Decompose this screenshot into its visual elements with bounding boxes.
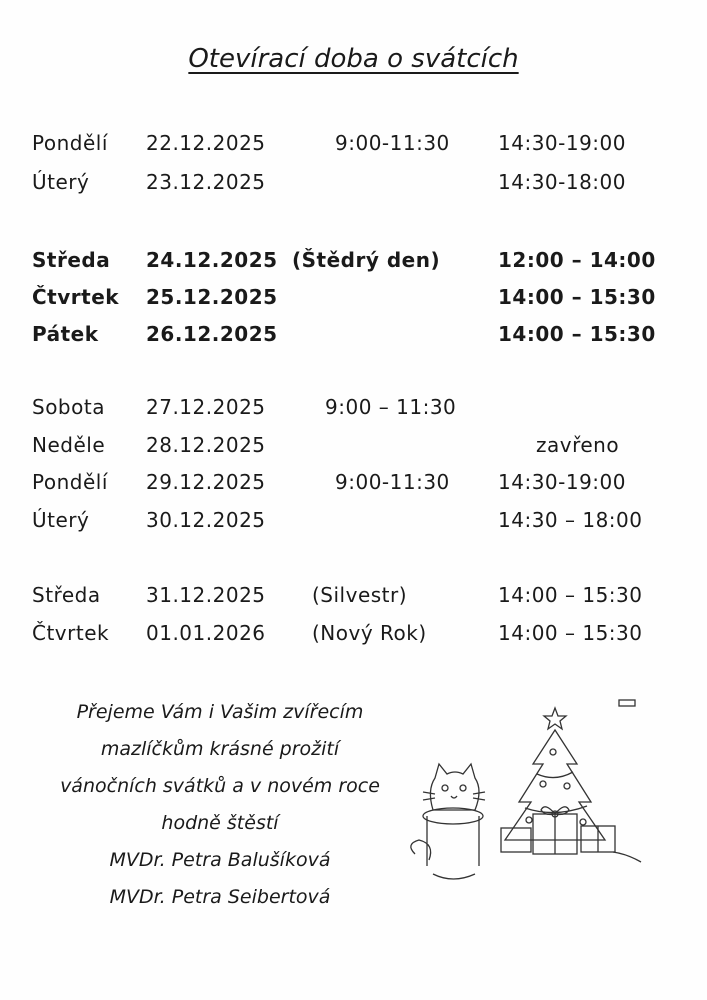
date-value: 27.12.2025 xyxy=(146,395,266,419)
day-label: Pondělí xyxy=(32,131,108,155)
afternoon-hours: 12:00 – 14:00 xyxy=(498,248,656,272)
day-label: Čtvrtek xyxy=(32,621,110,645)
date-value: 24.12.2025 xyxy=(146,248,278,272)
afternoon-hours: 14:30-19:00 xyxy=(498,470,626,494)
afternoon-hours: 14:00 – 15:30 xyxy=(498,583,643,607)
greeting-line: Přejeme Vám i Vašim zvířecím xyxy=(76,701,364,723)
morning-hours: 9:00-11:30 xyxy=(335,131,450,155)
afternoon-hours: 14:00 – 15:30 xyxy=(498,285,656,309)
holiday-note: (Silvestr) xyxy=(312,583,408,607)
date-value: 30.12.2025 xyxy=(146,508,266,532)
afternoon-hours: 14:30 – 18:00 xyxy=(498,508,643,532)
greeting-line: vánočních svátků a v novém roce xyxy=(60,775,380,797)
date-value: 31.12.2025 xyxy=(146,583,266,607)
date-value: 28.12.2025 xyxy=(146,433,266,457)
afternoon-hours: 14:30-19:00 xyxy=(498,131,626,155)
afternoon-hours: 14:30-18:00 xyxy=(498,170,626,194)
day-label: Úterý xyxy=(32,508,90,532)
schedule-row xyxy=(0,322,707,362)
signature-2: MVDr. Petra Seibertová xyxy=(109,886,331,908)
schedule-row xyxy=(0,621,707,661)
morning-hours: 9:00 – 11:30 xyxy=(325,395,457,419)
holiday-note: (Štědrý den) xyxy=(292,248,441,272)
afternoon-hours: 14:00 – 15:30 xyxy=(498,322,656,346)
day-label: Neděle xyxy=(32,433,106,457)
schedule-row xyxy=(0,131,707,171)
date-value: 25.12.2025 xyxy=(146,285,278,309)
greeting-text xyxy=(30,694,410,916)
gift-icon xyxy=(501,807,615,854)
date-value: 01.01.2026 xyxy=(146,621,266,645)
schedule-row xyxy=(0,248,707,288)
schedule-row xyxy=(0,285,707,325)
greeting-line: mazlíčkům krásné prožití xyxy=(100,738,340,760)
day-label: Úterý xyxy=(32,170,90,194)
schedule-row xyxy=(0,470,707,510)
page-title: Otevírací doba o svátcích xyxy=(188,44,519,74)
day-label: Pondělí xyxy=(32,470,108,494)
day-label: Čtvrtek xyxy=(32,285,120,309)
day-label: Středa xyxy=(32,248,111,272)
day-label: Sobota xyxy=(32,395,105,419)
afternoon-hours: 14:00 – 15:30 xyxy=(498,621,643,645)
signature-1: MVDr. Petra Balušíková xyxy=(109,849,331,871)
date-value: 29.12.2025 xyxy=(146,470,266,494)
afternoon-hours: zavřeno xyxy=(536,433,620,457)
schedule-row xyxy=(0,170,707,210)
schedule-row xyxy=(0,395,707,435)
date-value: 22.12.2025 xyxy=(146,131,266,155)
holiday-note: (Nový Rok) xyxy=(312,621,427,645)
day-label: Pátek xyxy=(32,322,99,346)
christmas-illustration xyxy=(405,694,645,884)
date-value: 26.12.2025 xyxy=(146,322,278,346)
greeting-line: hodně štěstí xyxy=(161,812,279,834)
day-label: Středa xyxy=(32,583,101,607)
schedule-row xyxy=(0,508,707,548)
schedule-row xyxy=(0,583,707,623)
schedule-row xyxy=(0,433,707,473)
date-value: 23.12.2025 xyxy=(146,170,266,194)
cat-icon xyxy=(411,764,485,879)
morning-hours: 9:00-11:30 xyxy=(335,470,450,494)
